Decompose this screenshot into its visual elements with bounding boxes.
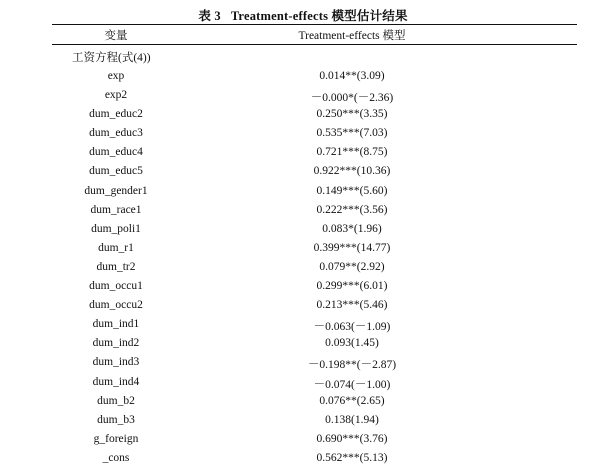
variable-cell: dum_r1 [98,241,134,254]
table-number: 表 3 [198,9,221,23]
estimate-cell: 0.079**(2.92) [319,260,385,273]
estimate-cell: 0.149***(5.60) [316,184,388,197]
table-row [52,317,577,336]
variable-cell: exp [107,70,125,82]
variable-cell: dum_ind3 [92,356,140,369]
table-row [52,413,577,432]
estimate-cell: 0.222***(3.56) [316,203,388,216]
estimate-cell: －0.063(－1.09) [313,321,391,334]
table-row [52,145,577,164]
variable-cell: dum_educ4 [89,146,143,159]
estimate-cell: 0.213***(5.46) [316,299,388,312]
variable-cell: dum_gender1 [84,184,148,197]
table-row [52,355,577,374]
estimate-cell: 0.399***(14.77) [313,241,391,254]
variable-cell: dum_educ5 [89,165,143,178]
estimate-cell: 0.690***(3.76) [316,432,388,445]
table-row [52,107,577,126]
variable-cell: dum_occu2 [89,299,143,312]
estimate-cell: 0.076**(2.65) [319,394,385,407]
estimate-cell: －0.198**(－2.87) [307,359,397,372]
table-row [52,451,577,470]
table-row [52,241,577,260]
table-row [52,184,577,203]
top-rule [52,24,577,25]
estimate-cell: 0.250***(3.35) [316,108,388,121]
table-row [52,260,577,279]
estimate-cell: 0.299***(6.01) [316,280,388,293]
variable-cell: dum_occu1 [89,280,143,293]
section-label: 工资方程(式(4)) [72,52,151,64]
header-rule [52,44,577,45]
variable-cell: dum_race1 [90,203,142,216]
table-row [52,126,577,145]
table-row [52,222,577,241]
table-row [52,69,577,88]
variable-cell: dum_b3 [97,413,135,426]
estimate-cell: －0.000*(－2.36) [310,92,394,105]
table-header-row [52,27,577,43]
estimate-cell: 0.014**(3.09) [319,70,385,82]
estimate-cell: 0.535***(7.03) [316,127,388,140]
variable-cell: dum_tr2 [96,260,136,273]
table-row [52,394,577,413]
estimate-cell: 0.083*(1.96) [322,222,382,235]
variable-cell: dum_educ3 [89,127,143,140]
table-title-text: Treatment-effects 模型估计结果 [230,9,408,23]
table-row [52,279,577,298]
variable-cell: exp2 [104,89,128,102]
variable-cell: dum_educ2 [89,108,143,121]
variable-cell: dum_ind2 [92,337,140,350]
estimate-cell: 0.721***(8.75) [316,146,388,159]
table-row [52,375,577,394]
variable-cell: _cons [102,451,130,464]
estimate-cell: 0.093(1.45) [325,337,379,350]
header-variable: 变量 [104,30,128,42]
variable-cell: dum_ind4 [92,375,140,388]
variable-cell: g_foreign [93,432,139,445]
table-row [52,164,577,183]
table-row [52,432,577,451]
table-row [52,88,577,107]
table-row [52,203,577,222]
estimate-cell: 0.562***(5.13) [316,451,388,464]
table-title [0,6,600,24]
variable-cell: dum_b2 [97,394,135,407]
estimate-cell: 0.922***(10.36) [313,165,391,178]
estimate-cell: 0.138(1.94) [325,413,379,426]
table-row [52,298,577,317]
header-model: Treatment-effects 模型 [298,30,406,42]
variable-cell: dum_poli1 [91,222,141,235]
estimate-cell: －0.074(－1.00) [313,378,391,391]
table-row [52,336,577,355]
variable-cell: dum_ind1 [92,318,140,331]
table-body [52,69,577,470]
